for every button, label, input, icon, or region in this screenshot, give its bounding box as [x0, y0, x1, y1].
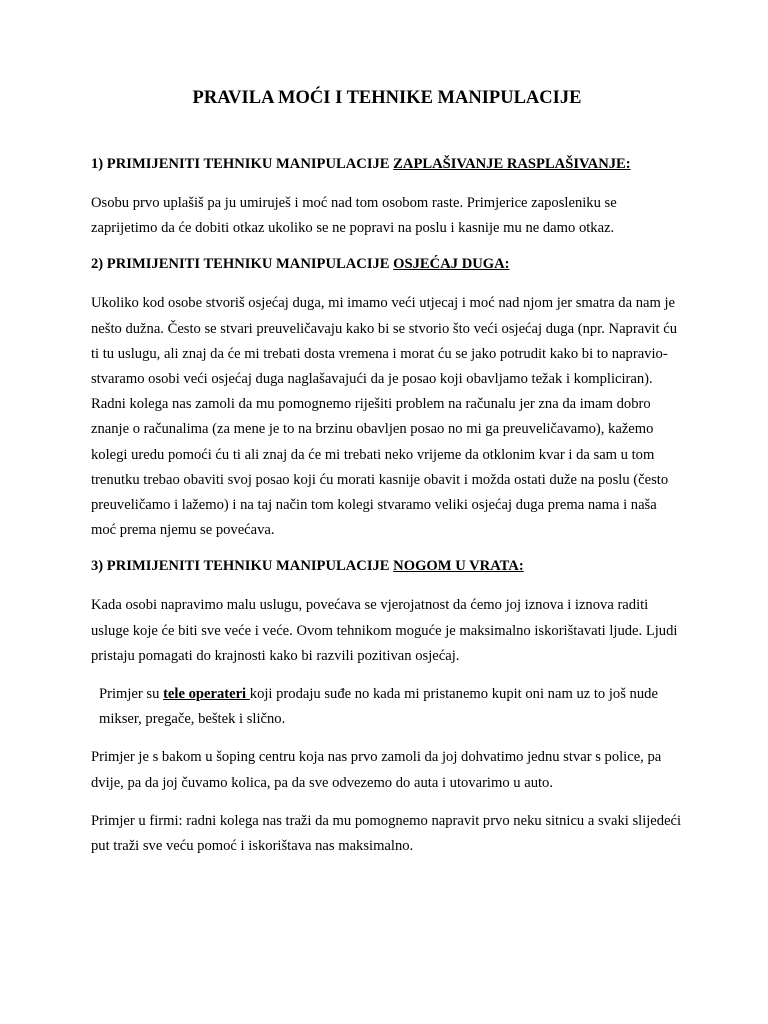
example-1-term: tele operateri [163, 686, 250, 703]
document-title: PRAVILA MOĆI I TEHNIKE MANIPULACIJE [192, 88, 582, 108]
document-page [91, 86, 683, 872]
section-3-paragraph: Kada osobi napravimo malu uslugu, povećava se vjerojatnost da ćemo joj iznova i iznova raditi usluge koje će biti sve veće i veće. Ovom tehnikom moguće je maksimalno iskorištavati ljude. Ljudi pristaju pomagati do krajnosti kako bi razvili pozitivan osjećaj. [91, 597, 678, 664]
section-1-heading-prefix: 1) PRIMIJENITI TEHNIKU MANIPULACIJE [91, 156, 394, 172]
example-1-after: koji prodaju suđe no kada mi pristanemo kupit oni nam uz to još nude mikser, pregače, beštek i slično. [99, 686, 658, 728]
section-3-example-2: Primjer je s bakom u šoping centru koja nas prvo zamoli da joj dohvatimo jednu stvar s police, pa dvije, pa da joj čuvamo kolica, pa da sve odvezemo do auta i utovarimo u auto. [91, 749, 662, 791]
section-1-heading-term: ZAPLAŠIVANJE RASPLAŠIVANJE: [393, 156, 631, 172]
section-3-example-1 [91, 682, 683, 732]
section-3-example-3: Primjer u firmi: radni kolega nas traži da mu pomognemo napravit prvo neku sitnicu a svaki slijedeći put traži sve veću pomoć i iskorištava nas maksimalno. [91, 812, 682, 855]
section-2-paragraph: Ukoliko kod osobe stvoriš osjećaj duga, mi imamo veći utjecaj i moć nad njom jer smatra da nam je nešto dužna. Često se stvari preuveličavaju kako bi se stvorio što veći osjećaj duga (npr. Napravit ću ti tu uslugu, ali znaj da će mi trebati dosta vremena i morat ću se jako potrudit kako bi to napravio- stvaramo osobi veći osjećaj duga naglašavajući da je posao koji obavljamo težak i kompliciran). Radni kolega nas zamoli da mu pomognemo riješiti problem na računalu jer zna da imam dobro znanje o računalima (za mene je to na brzinu obavljen posao no mi ga preuveličavamo), kažemo kolegi uredu pomoći ću ti ali znaj da će mi trebati neko vrijeme da otklonim kvar i da sam u tom trenutku trebao obaviti svoj posao koji ću morati kasnije obavit i možda ostati duže na poslu (često preuveličamo i lažemo) i na taj način tom kolegi stvaramo veliki osjećaj duga prema nama i naša moć prema njemu se povećava. [91, 295, 678, 539]
example-1-before: Primjer su [99, 686, 164, 703]
section-3-heading-prefix: 3) PRIMIJENITI TEHNIKU MANIPULACIJE [91, 558, 394, 575]
section-1-heading [91, 154, 683, 174]
section-1-paragraph: Osobu prvo uplašiš pa ju umiruješ i moć nad tom osobom raste. Primjerice zaposleniku se zaprijetimo da će dobiti otkaz ukoliko se ne popravi na poslu i kasnije mu ne damo otkaz. [91, 195, 617, 237]
section-3-heading-term: NOGOM U VRATA: [393, 558, 524, 575]
section-2-heading-prefix: 2) PRIMIJENITI TEHNIKU MANIPULACIJE [91, 256, 394, 273]
section-2-heading-term: OSJEĆAJ DUGA: [393, 256, 510, 273]
section-3-heading [91, 556, 683, 576]
section-2-heading [91, 254, 683, 274]
